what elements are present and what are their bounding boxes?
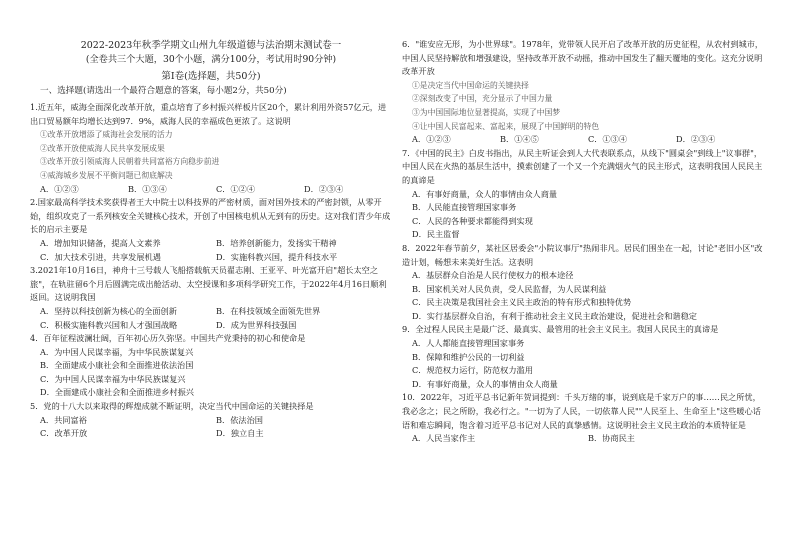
- exam-subtitle: (全卷共三个大题，30个小题，满分100分，考试用时90分钟): [85, 54, 337, 65]
- answer-option[interactable]: A．有事好商量，众人的事情由众人商量: [412, 188, 558, 199]
- answer-option[interactable]: C．规范权力运行，防范权力滥用: [412, 365, 533, 376]
- sub-statement: ②深刻改变了中国，充分显示了中国力量: [412, 94, 553, 104]
- right-column: [402, 38, 764, 446]
- sub-statement: ①是决定当代中国命运的关键抉择: [412, 80, 529, 90]
- question-stem: 1.近五年，威海全面深化改革开放，重点培育了乡村振兴样板片区20个，累计利用外资57亿元，进出口贸易额年均增长达到97．9%，威海人民的幸福成色更浓了。这说明: [30, 102, 387, 126]
- answer-option[interactable]: D．实施科教兴国，提升科技水平: [216, 251, 338, 262]
- answer-option[interactable]: B．在科技领域全面领先世界: [216, 305, 321, 316]
- question-9: [402, 323, 764, 391]
- answer-option[interactable]: C．改革开放: [40, 428, 88, 439]
- answer-option[interactable]: B．依法治国: [216, 414, 263, 425]
- exam-title: 2022-2023年秋季学期文山州九年级道德与法治期末测试卷一: [80, 40, 342, 51]
- answer-option[interactable]: D．实行基层群众自治，有利于推动社会主义民主政治建设，促进社会和谐稳定: [412, 310, 697, 321]
- question-4: [30, 332, 392, 400]
- answer-options: [40, 237, 392, 251]
- sub-statement: ③为中国国际地位显著提高，实现了中国梦: [412, 107, 561, 117]
- question-3: [30, 264, 392, 332]
- sub-statement: ④让中国人民富起来、富起来，展现了中国鲜明的特色: [412, 121, 600, 131]
- answer-option[interactable]: B．全面建成小康社会和全面推进依法治国: [40, 360, 194, 371]
- answer-option[interactable]: C．民主决策是我国社会主义民主政治的特有形式和独特优势: [412, 297, 632, 308]
- answer-option[interactable]: A．为中国人民谋幸福，为中华民族谋复兴: [40, 346, 194, 357]
- answer-option[interactable]: D．全面建成小康社会和全面推进乡村振兴: [40, 387, 194, 398]
- answer-option[interactable]: B．①④⑤: [500, 134, 539, 145]
- answer-option[interactable]: D．成为世界科技强国: [216, 319, 297, 330]
- answer-options: [412, 432, 764, 446]
- answer-option[interactable]: A．基层群众自治是人民行使权力的根本途径: [412, 270, 574, 281]
- answer-option[interactable]: A．①②③: [412, 134, 451, 145]
- answer-options: [412, 133, 764, 147]
- answer-option[interactable]: C．加大技术引进，共享发展机遇: [40, 251, 161, 262]
- answer-option[interactable]: D．独立自主: [216, 428, 264, 439]
- answer-option[interactable]: A．坚持以科技创新为核心的全面创新: [40, 305, 177, 316]
- answer-options: [40, 305, 392, 319]
- question-stem: 9．全过程人民民主是最广泛、最真实、最管用的社会主义民主。我国人民民主的真谛是: [402, 324, 719, 335]
- answer-option[interactable]: D．民主监督: [412, 229, 460, 240]
- section-instruction: 一、选择题(请选出一个最符合题意的答案，每小题2分，共50分): [40, 86, 287, 96]
- answer-options: [40, 427, 392, 441]
- question-stem: 7．《中国的民主》白皮书指出，从民主听证会到人大代表联系点，从线下"圆桌会"到线上"议事群"，中国人民在火热的基层生活中，摸索创建了一个又一个充满烟火气的民主形式，这表明我国人民民主的真谛是: [402, 147, 763, 185]
- answer-option[interactable]: D．②③④: [676, 134, 716, 145]
- answer-option[interactable]: B．保障和维护公民的一切利益: [412, 351, 525, 362]
- answer-option[interactable]: B．培养创新能力，发扬实干精神: [216, 237, 337, 248]
- answer-option[interactable]: A．①②③: [40, 183, 79, 194]
- question-stem: 5．党的十八大以来取得的辉煌成就不断证明，决定当代中国命运的关键抉择是: [30, 401, 314, 412]
- answer-options: [40, 183, 392, 197]
- question-10: [402, 391, 764, 445]
- question-stem: 4．百年征程波澜壮阔，百年初心历久弥坚。中国共产党秉持的初心和使命是: [30, 333, 306, 344]
- answer-option[interactable]: B．①③④: [128, 183, 167, 194]
- question-1: [30, 101, 392, 196]
- section-heading: 第Ⅰ卷(选择题，共50分): [161, 71, 261, 82]
- answer-option[interactable]: A．共同富裕: [40, 414, 87, 425]
- question-stem: 2.国家最高科学技术奖获得者王大中院士以科技界的严密材质，面对国外技术的严密封锁，从零开始，组织攻克了一系列核安全关键核心技术，开创了中国核电机从无到有的历史。这对我们青少年成长的启示主要是: [30, 197, 391, 235]
- answer-option[interactable]: A．人民当家作主: [412, 433, 476, 444]
- answer-options: [40, 251, 392, 265]
- answer-option[interactable]: C．积极实施科教兴国和人才强国战略: [40, 319, 178, 330]
- answer-option[interactable]: C．①②④: [216, 183, 256, 194]
- answer-option[interactable]: B．协商民主: [588, 433, 635, 444]
- question-6: [402, 38, 764, 147]
- answer-option[interactable]: C．①③④: [588, 134, 628, 145]
- question-stem: 3.2021年10月16日，神舟十三号载人飞船搭载航天员翟志刚、王亚平、叶光富开启"超长太空之旅"，在轨驻留6个月后圆满完成出舱活动、太空授课和多项科学研究工作，于2022年4月16日顺利返回。这说明我国: [30, 265, 387, 303]
- sub-statement: ②改革开放使威海人民共享发展成果: [40, 143, 165, 153]
- sub-statement: ①改革开放增添了威海社会发展的活力: [40, 130, 173, 140]
- answer-option[interactable]: A．增加知识储备，提高人文素养: [40, 237, 161, 248]
- answer-option[interactable]: C．为中国人民谋幸福为中华民族谋复兴: [40, 373, 186, 384]
- answer-option[interactable]: B．国家机关对人民负责，受人民监督，为人民谋利益: [412, 283, 607, 294]
- answer-option[interactable]: D．②③④: [304, 183, 344, 194]
- answer-options: [40, 319, 392, 333]
- question-stem: 6．"谁安应无形，为小世界球"。1978年，党带领人民开启了改革开放的历史征程，从农村到城市，中国人民坚持解放和增强建设，坚持改革开放不动摇，推动中国发生了翻天覆地的变化。这充分说明改革开放: [402, 39, 764, 77]
- answer-option[interactable]: D．有事好商量，众人的事情由众人商量: [412, 378, 558, 389]
- question-7: [402, 147, 764, 242]
- sub-statement: ④威海城乡发展不平衡问题已彻底解决: [40, 170, 173, 180]
- answer-option[interactable]: B．人民能直接管理国家事务: [412, 202, 517, 213]
- answer-options: [40, 414, 392, 428]
- sub-statement: ③改革开放引领威海人民朝着共同富裕方向稳步前进: [40, 157, 220, 167]
- question-5: [30, 400, 392, 441]
- left-column: [30, 38, 392, 441]
- question-stem: 8．2022年春节前夕，某社区居委会"小院议事厅"热闹非凡。居民们围坐在一起，讨论"老旧小区"改造计划，畅想未来美好生活。这表明: [402, 242, 763, 267]
- question-2: [30, 196, 392, 264]
- answer-option[interactable]: C．人民的各种要求都能得到实现: [412, 215, 533, 226]
- question-8: [402, 242, 764, 324]
- answer-option[interactable]: A．人人都能直接管理国家事务: [412, 338, 525, 349]
- question-stem: 10．2022年，习近平总书记新年贺词提到：千头万绪的事，说到底是千家万户的事……民之所忧，我必念之；民之所盼，我必行之。"一切为了人民，一切依靠人民""人民至上、生命至上"这些暖心话语和难忘瞬间，饱含着习近平总书记对人民的真挚感情。这说明社会主义民主政治的本质特征是: [402, 392, 761, 430]
